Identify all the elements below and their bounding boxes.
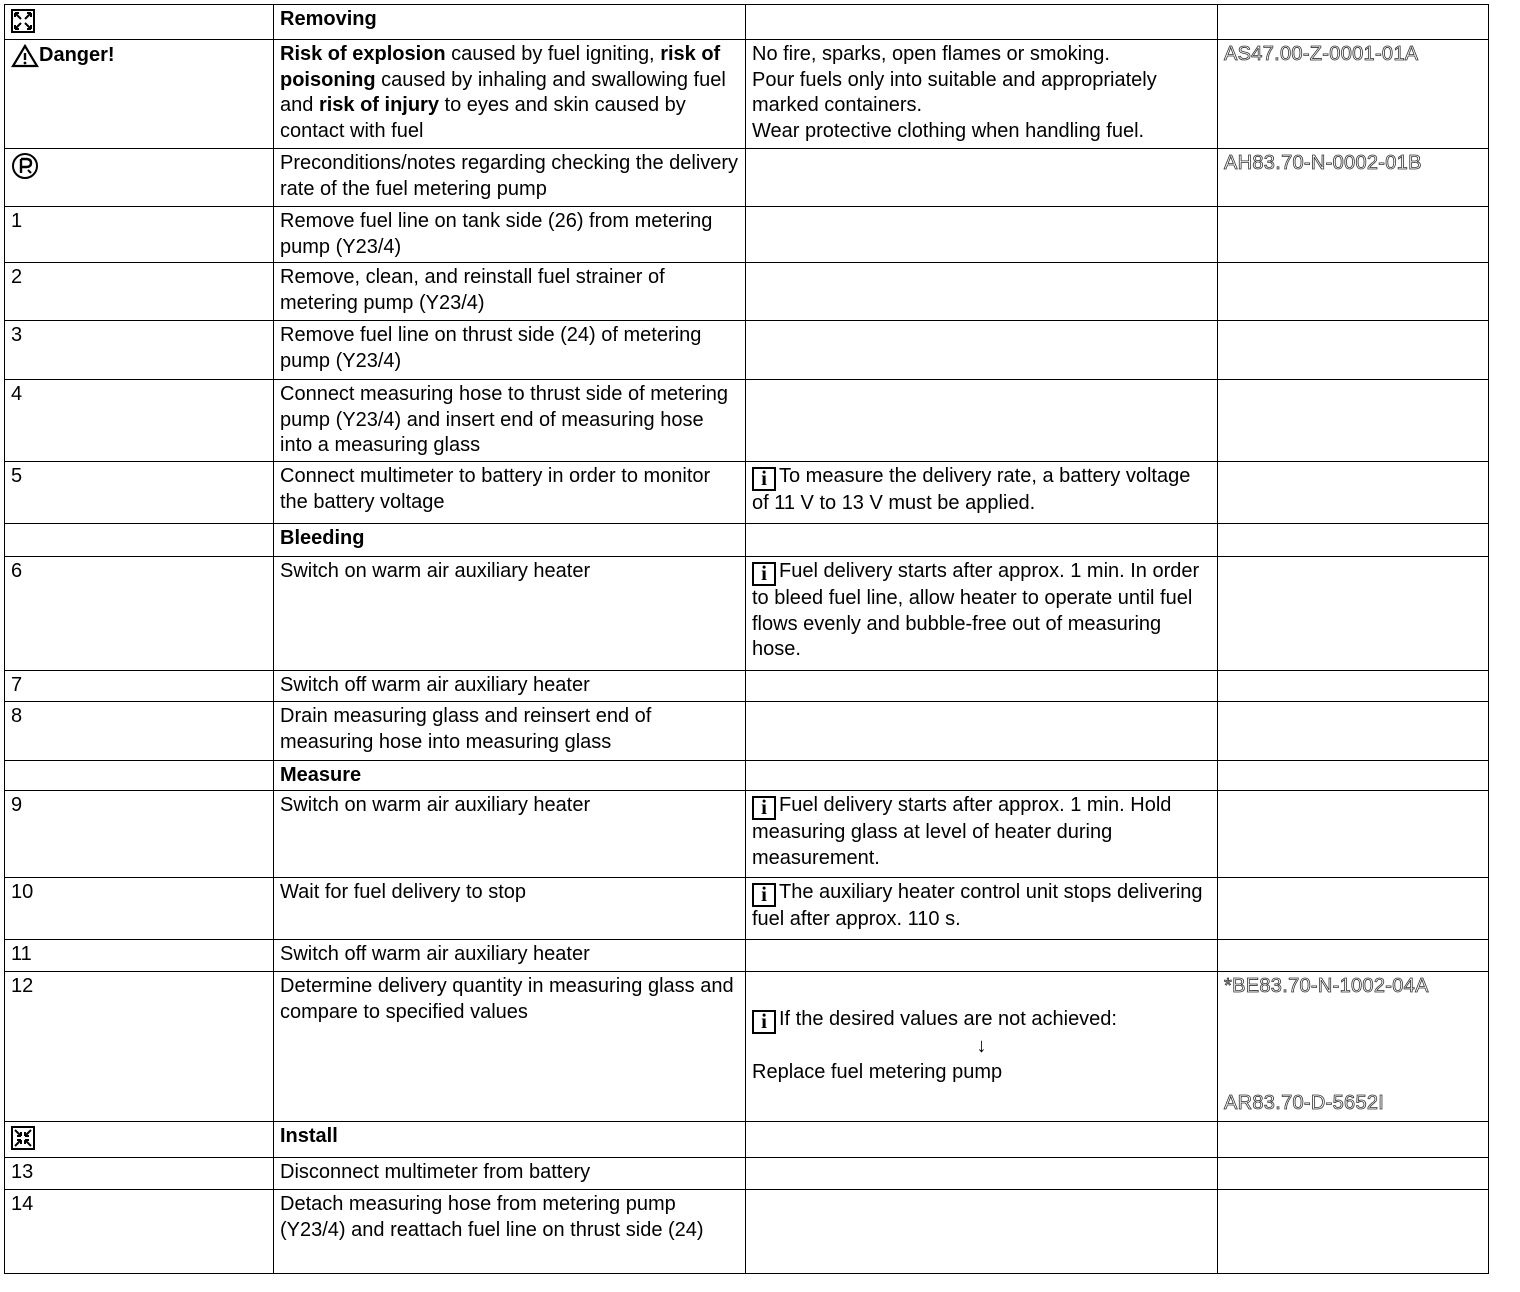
risk-poisoning: risk of poisoning: [280, 43, 721, 91]
task-cell: Detach measuring hose from metering pump (Y23/4) and reattach fuel line on thrust side (24): [274, 1190, 746, 1274]
ref-cell: [1218, 462, 1489, 524]
note-cell: [746, 5, 1218, 40]
table-row: [5, 5, 1489, 40]
note-cell: [746, 702, 1218, 761]
step-cell: [5, 5, 274, 40]
task-text: caused by fuel igniting,: [445, 43, 661, 65]
ref-cell: [1218, 40, 1489, 149]
ref-cell: [1218, 940, 1489, 972]
table-row: [5, 524, 1489, 557]
info-icon: i: [752, 562, 776, 586]
note-cell: [746, 1190, 1218, 1274]
table-row: [5, 1158, 1489, 1190]
step-cell: [5, 40, 274, 149]
note-text: The auxiliary heater control unit stops delivering fuel after approx. 110 s.: [752, 881, 1203, 930]
step-number: 10: [5, 878, 274, 940]
note-cell: [746, 1122, 1218, 1158]
note-cell: [746, 524, 1218, 557]
table-row: [5, 462, 1489, 524]
ref-cell: [1218, 380, 1489, 462]
ref-cell: [1218, 5, 1489, 40]
ref-cell: [1218, 702, 1489, 761]
step-number: 5: [5, 462, 274, 524]
removing-icon: [11, 9, 35, 33]
task-cell: Disconnect multimeter from battery: [274, 1158, 746, 1190]
document-ref-link[interactable]: AH83.70-N-0002-01B: [1224, 152, 1422, 174]
note-text: Fuel delivery starts after approx. 1 min. In order to bleed fuel line, allow heater to operate until fuel flows evenly and bubble-free out of measuring hose.: [752, 560, 1200, 660]
ref-cell: [1218, 878, 1489, 940]
down-arrow-icon: ↓: [976, 1035, 987, 1057]
note-text: If the desired values are not achieved:: [779, 1008, 1117, 1030]
info-icon: i: [752, 796, 776, 820]
task-cell: Connect multimeter to battery in order to monitor the battery voltage: [274, 462, 746, 524]
note-cell: [746, 263, 1218, 321]
danger-warning-icon: [11, 44, 39, 68]
task-cell: Connect measuring hose to thrust side of metering pump (Y23/4) and insert end of measuring hose into a measuring glass: [274, 380, 746, 462]
note-cell: [746, 878, 1218, 940]
section-title: Measure: [274, 761, 746, 791]
task-cell: Determine delivery quantity in measuring glass and compare to specified values: [274, 972, 746, 1122]
step-number: 4: [5, 380, 274, 462]
ref-cell: [1218, 671, 1489, 702]
ref-cell: [1218, 1158, 1489, 1190]
step-cell: [5, 1122, 274, 1158]
note-text: To measure the delivery rate, a battery voltage of 11 V to 13 V must be applied.: [752, 465, 1191, 514]
step-number: 6: [5, 557, 274, 671]
task-cell: Drain measuring glass and reinsert end of measuring hose into measuring glass: [274, 702, 746, 761]
ref-cell: [1218, 149, 1489, 207]
table-row: [5, 761, 1489, 791]
ref-cell: [1218, 557, 1489, 671]
step-number: 14: [5, 1190, 274, 1274]
task-cell: Preconditions/notes regarding checking the delivery rate of the fuel metering pump: [274, 149, 746, 207]
table-row: [5, 40, 1489, 149]
table-row: [5, 791, 1489, 878]
table-row: [5, 702, 1489, 761]
ref-cell: [1218, 321, 1489, 380]
step-number: 3: [5, 321, 274, 380]
risk-explosion: Risk of explosion: [280, 43, 446, 65]
note-cell: [746, 791, 1218, 878]
step-number: 8: [5, 702, 274, 761]
table-row: [5, 207, 1489, 263]
task-cell: [274, 40, 746, 149]
task-cell: Remove fuel line on tank side (26) from metering pump (Y23/4): [274, 207, 746, 263]
note-line: Wear protective clothing when handling fuel.: [752, 119, 1145, 142]
document-ref-link[interactable]: AS47.00-Z-0001-01A: [1224, 43, 1419, 65]
install-icon: [11, 1126, 35, 1150]
step-number: 13: [5, 1158, 274, 1190]
note-text: Fuel delivery starts after approx. 1 min. Hold measuring glass at level of heater during measurement.: [752, 794, 1172, 869]
section-title: Bleeding: [274, 524, 746, 557]
step-number: 11: [5, 940, 274, 972]
task-cell: Remove fuel line on thrust side (24) of metering pump (Y23/4): [274, 321, 746, 380]
task-cell: Wait for fuel delivery to stop: [274, 878, 746, 940]
note-cell: [746, 761, 1218, 791]
table-row: [5, 972, 1489, 1122]
note-cell: [746, 321, 1218, 380]
step-cell: [5, 149, 274, 207]
note-cell: [746, 207, 1218, 263]
note-cell: [746, 557, 1218, 671]
document-ref-link[interactable]: *BE83.70-N-1002-04A: [1224, 975, 1429, 997]
table-row: [5, 149, 1489, 207]
note-cell: [746, 380, 1218, 462]
table-row: [5, 263, 1489, 321]
step-number: 1: [5, 207, 274, 263]
task-cell: Switch on warm air auxiliary heater: [274, 791, 746, 878]
ref-cell: [1218, 1190, 1489, 1274]
table-row: [5, 671, 1489, 702]
step-cell: [5, 524, 274, 557]
document-ref-link[interactable]: AR83.70-D-5652I: [1224, 1091, 1385, 1114]
step-number: 7: [5, 671, 274, 702]
table-row: [5, 557, 1489, 671]
ref-cell: [1218, 972, 1489, 1122]
note-cell: [746, 972, 1218, 1122]
ref-cell: [1218, 1122, 1489, 1158]
danger-label: Danger!: [39, 44, 115, 66]
note-cell: [746, 40, 1218, 149]
table-row: [5, 1122, 1489, 1158]
note-cell: [746, 1158, 1218, 1190]
ref-cell: [1218, 207, 1489, 263]
table-row: [5, 380, 1489, 462]
section-title: Install: [274, 1122, 746, 1158]
table-row: [5, 1190, 1489, 1274]
note-line: No fire, sparks, open flames or smoking.: [752, 43, 1110, 65]
ref-cell: [1218, 761, 1489, 791]
info-icon: i: [752, 1010, 776, 1034]
task-cell: Remove, clean, and reinstall fuel strainer of metering pump (Y23/4): [274, 263, 746, 321]
step-number: 9: [5, 791, 274, 878]
info-icon: i: [752, 467, 776, 491]
table-row: [5, 878, 1489, 940]
ref-cell: [1218, 791, 1489, 878]
risk-injury: risk of injury: [318, 94, 439, 116]
note-cell: [746, 462, 1218, 524]
ref-cell: [1218, 524, 1489, 557]
step-number: 2: [5, 263, 274, 321]
step-cell: [5, 761, 274, 791]
step-number: 12: [5, 972, 274, 1122]
note-cell: [746, 940, 1218, 972]
note-cell: [746, 671, 1218, 702]
info-icon: i: [752, 883, 776, 907]
note-cell: [746, 149, 1218, 207]
table-row: [5, 940, 1489, 972]
procedure-table: [4, 4, 1489, 1274]
task-cell: Switch off warm air auxiliary heater: [274, 671, 746, 702]
table-row: [5, 321, 1489, 380]
ref-cell: [1218, 263, 1489, 321]
task-cell: Switch off warm air auxiliary heater: [274, 940, 746, 972]
note-line: Pour fuels only into suitable and appropriately marked containers.: [752, 68, 1157, 116]
note-text: Replace fuel metering pump: [752, 1060, 1003, 1083]
task-text: caused by inhaling and swallowing fuel and: [280, 68, 726, 116]
section-title: Removing: [274, 5, 746, 40]
preconditions-icon: [11, 152, 39, 180]
task-cell: Switch on warm air auxiliary heater: [274, 557, 746, 671]
task-text: to eyes and skin caused by contact with fuel: [280, 94, 686, 142]
